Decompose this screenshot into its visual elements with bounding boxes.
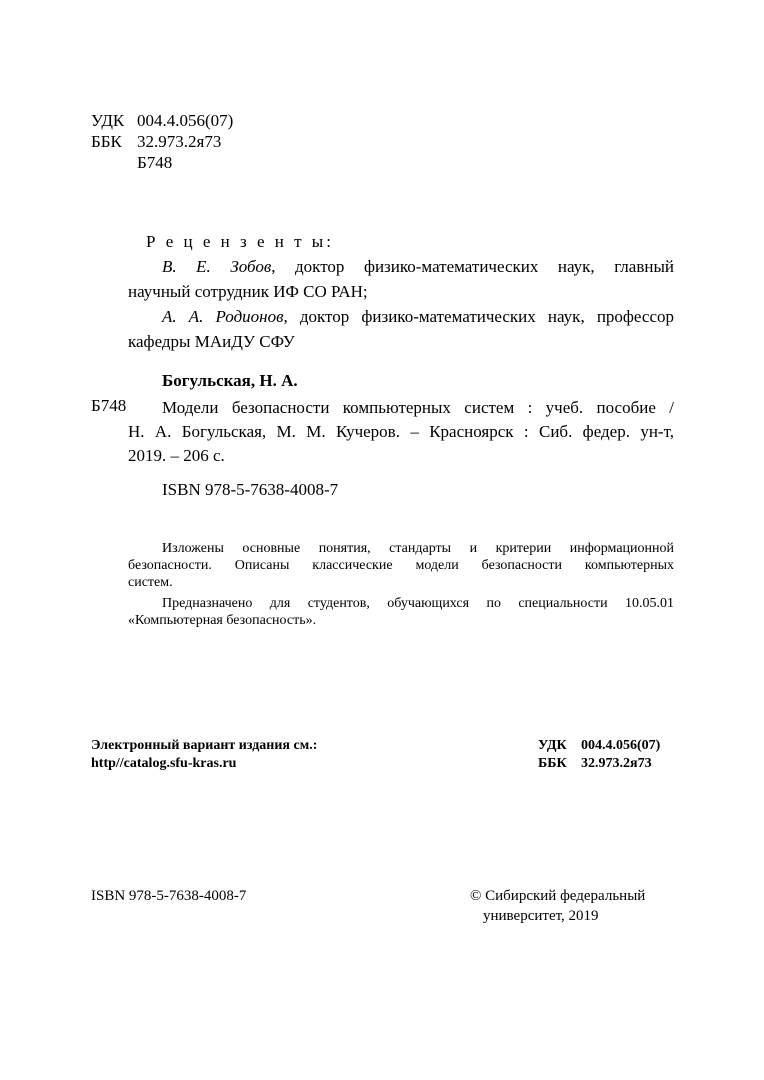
udc-value: 004.4.056(07) <box>137 111 234 130</box>
electronic-udc-value: 004.4.056(07) <box>581 738 661 753</box>
reviewers-block <box>128 229 674 354</box>
reviewer1-affiliation: научный сотрудник ИФ СО РАН; <box>128 282 368 301</box>
record-line3: 2019. – 206 с. <box>128 446 225 465</box>
annotation-p1-line1: Изложены основные понятия, стандарты и критерии информационной <box>162 541 674 556</box>
annotation-p2-line2: «Компьютерная безопасность». <box>128 613 317 628</box>
electronic-udc-label: УДК <box>538 738 567 753</box>
copyright-line1: © Сибирский федеральный <box>470 888 646 904</box>
electronic-line1: Электронный вариант издания см.: <box>91 738 318 753</box>
bbk-value: 32.973.2я73 <box>137 132 222 151</box>
record-line2: Н. А. Богульская, М. М. Кучеров. – Красноярск : Сиб. федер. ун-т, <box>128 422 674 441</box>
reviewer2-name: А. А. Родионов <box>162 307 284 326</box>
record-code: Б748 <box>91 396 127 415</box>
record-line1: Модели безопасности компьютерных систем : учеб. пособие / <box>162 398 674 417</box>
annotation-p1-line3: систем. <box>128 575 173 590</box>
record-description <box>128 396 674 468</box>
reviewer1-title: , доктор физико-математических наук, главный <box>271 257 674 276</box>
author-mark: Б748 <box>137 153 173 172</box>
record-isbn: ISBN 978-5-7638-4008-7 <box>162 480 339 499</box>
electronic-url: http//catalog.sfu-kras.ru <box>91 756 237 771</box>
electronic-bbk-label: ББК <box>538 756 567 771</box>
reviewer2-affiliation: кафедры МАиДУ СФУ <box>128 332 295 351</box>
annotation-block <box>128 540 674 629</box>
annotation-p1-line2: безопасности. Описаны классические модели безопасности компьютерных <box>128 558 674 573</box>
record-author: Богульская, Н. А. <box>162 371 298 390</box>
reviewer2-title: , доктор физико-математических наук, профессор <box>283 307 674 326</box>
electronic-bbk-value: 32.973.2я73 <box>581 756 652 771</box>
reviewers-heading: Р е ц е н з е н т ы: <box>146 232 334 251</box>
copyright-line2: университет, 2019 <box>483 908 599 924</box>
annotation-p2-line1: Предназначено для студентов, обучающихся по специальности 10.05.01 <box>162 596 674 611</box>
reviewer1-name: В. Е. Зобов <box>162 257 272 276</box>
bbk-label: ББК <box>91 132 122 151</box>
udc-label: УДК <box>91 111 125 130</box>
footer-isbn: ISBN 978-5-7638-4008-7 <box>91 888 247 904</box>
